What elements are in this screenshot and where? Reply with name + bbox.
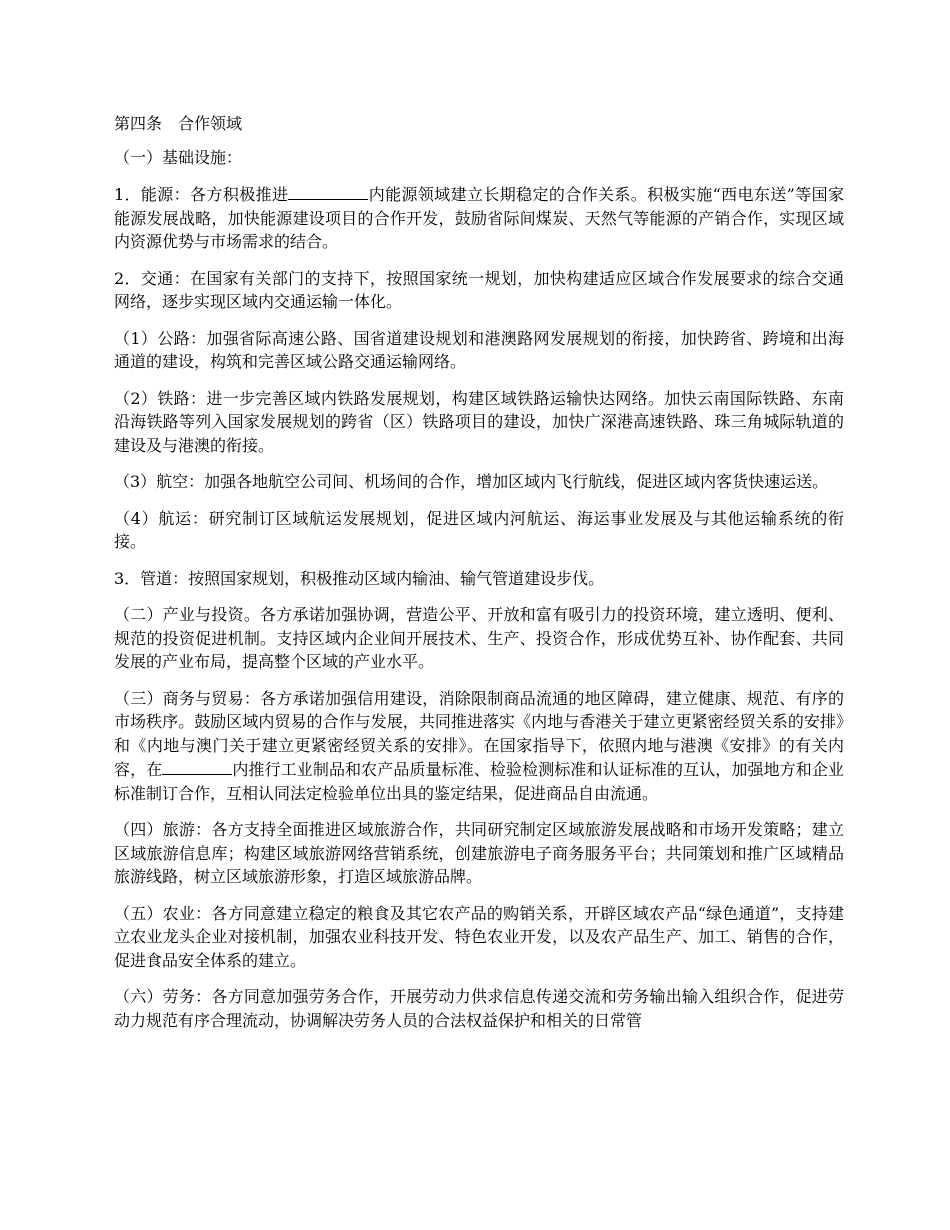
paragraph-aviation: （3）航空：加强各地航空公司间、机场间的合作，增加区域内飞行航线，促进区域内客货快速运送。 xyxy=(114,472,829,491)
paragraph-transport: 2．交通：在国家有关部门的支持下，按照国家统一规划，加快构建适应区域合作发展要求的综合交通网络，逐步实现区域内交通运输一体化。 xyxy=(114,268,844,311)
paragraph-energy xyxy=(114,182,844,254)
paragraph-railway: （2）铁路：进一步完善区域内铁路发展规划，构建区域铁路运输快达网络。加快云南国际铁路、东南沿海铁路等列入国家发展规划的跨省（区）铁路项目的建设，加快广深港高速铁路、珠三角城际轨道的建设及与港澳的衔接。 xyxy=(114,388,844,455)
paragraph-commerce-after: 内推行工业制品和农产品质量标准、检验检测标准和认证标准的互认，加强地方和企业标准制订合作，互相认同法定检验单位出具的鉴定结果，促进商品自由流通。 xyxy=(114,760,844,803)
paragraph-tourism: （四）旅游：各方支持全面推进区域旅游合作，共同研究制定区域旅游发展战略和市场开发策略；建立区域旅游信息库；构建区域旅游网络营销系统，创建旅游电子商务服务平台；共同策划和推广区域精品旅游线路，树立区域旅游形象，打造区域旅游品牌。 xyxy=(114,820,844,886)
paragraph-labor: （六）劳务：各方同意加强劳务合作，开展劳动力供求信息传递交流和劳务输出输入组织合作，促进劳动力规范有序合理流动，协调解决劳务人员的合法权益保护和相关的日常管 xyxy=(114,987,844,1030)
paragraph-agriculture: （五）农业：各方同意建立稳定的粮食及其它农产品的购销关系，开辟区域农产品“绿色通道”，支持建立农业龙头企业对接机制，加强农业科技开发、特色农业开发，以及农产品生产、加工、销售的合作，促进食品安全体系的建立。 xyxy=(114,903,844,970)
paragraph-pipeline: 3．管道：按照国家规划，积极推动区域内输油、输气管道建设步伐。 xyxy=(114,568,605,588)
paragraph-highway: （1）公路：加强省际高速公路、国省道建设规划和港澳路网发展规划的衔接，加快跨省、跨境和出海通道的建设，构筑和完善区域公路交通运输网络。 xyxy=(114,328,844,371)
paragraph-commerce-trade xyxy=(114,687,844,806)
paragraph-industry-investment: （二）产业与投资。各方承诺加强协调，营造公平、开放和富有吸引力的投资环境，建立透明、便利、规范的投资促进机制。支持区域内企业间开展技术、生产、投资合作，形成优势互补、协作配套、共同发展的产业布局，提高整个区域的产业水平。 xyxy=(114,605,844,671)
fill-in-blank xyxy=(288,182,368,200)
paragraph-shipping: （4）航运：研究制订区域航运发展规划，促进区域内河航运、海运事业发展及与其他运输系统的衔接。 xyxy=(114,508,844,551)
article-heading: 第四条 合作领域 xyxy=(114,114,243,133)
document-body xyxy=(114,112,844,1032)
paragraph-commerce-before: （三）商务与贸易：各方承诺加强信用建设，消除限制商品流通的地区障碍，建立健康、规范、有序的市场秩序。鼓励区域内贸易的合作与发展，共同推进落实《内地与香港关于建立更紧密经贸关系的安排》和《内地与澳门关于建立更紧密经贸关系的安排》。在国家指导下，依照内地与港澳《安排》的有关内容，在 xyxy=(114,688,844,779)
paragraph-energy-before: 1．能源：各方积极推进 xyxy=(114,185,289,204)
paragraph-infrastructure: （一）基础设施： xyxy=(114,147,243,167)
fill-in-blank xyxy=(162,757,232,775)
paragraph-energy-after: 内能源领域建立长期稳定的合作关系。积极实施“西电东送”等国家能源发展战略，加快能源建设项目的合作开发，鼓励省际间煤炭、天然气等能源的产销合作，实现区域内资源优势与市场需求的结合。 xyxy=(114,185,844,251)
